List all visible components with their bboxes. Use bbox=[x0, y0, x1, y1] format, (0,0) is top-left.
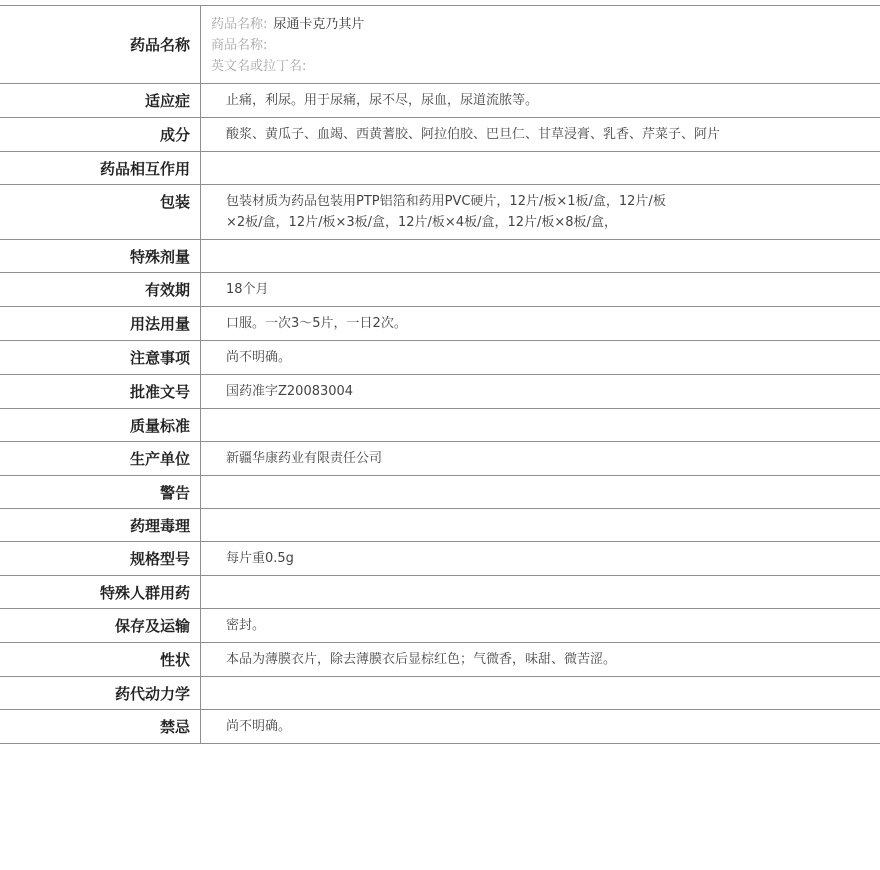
row-label-approval-number: 批准文号 bbox=[0, 375, 201, 408]
row-value-description: 本品为薄膜衣片，除去薄膜衣后显棕红色；气微香，味甜、微苦涩。 bbox=[226, 652, 617, 667]
row-approval-number bbox=[0, 375, 880, 409]
row-label-special-populations: 特殊人群用药 bbox=[0, 576, 201, 608]
drug-name-key: 药品名称: bbox=[211, 17, 268, 32]
row-value-pharmacokinetics bbox=[201, 677, 880, 709]
row-value-special-populations bbox=[201, 576, 880, 608]
row-value-warning bbox=[201, 476, 880, 508]
row-label-packaging: 包装 bbox=[0, 185, 201, 239]
row-value-ingredients: 酸浆、黄瓜子、血竭、西黄蓍胶、阿拉伯胶、巴旦仁、甘草浸膏、乳香、芹菜子、阿片 bbox=[226, 127, 721, 142]
row-label-specification: 规格型号 bbox=[0, 542, 201, 575]
row-contraindications bbox=[0, 710, 880, 744]
row-label-interactions: 药品相互作用 bbox=[0, 152, 201, 184]
row-value-special-dosage bbox=[201, 240, 880, 272]
row-value-storage: 密封。 bbox=[226, 618, 266, 633]
row-specification bbox=[0, 542, 880, 576]
row-special-populations bbox=[0, 576, 880, 609]
packaging-line-1: 包装材质为药品包装用PTP铝箔和药用PVC硬片，12片/板×1板/盒，12片/板 bbox=[226, 194, 666, 209]
row-label-storage: 保存及运输 bbox=[0, 609, 201, 642]
row-label-shelf-life: 有效期 bbox=[0, 273, 201, 306]
row-indications bbox=[0, 84, 880, 118]
row-label-pharmacokinetics: 药代动力学 bbox=[0, 677, 201, 709]
drug-name-value: 尿通卡克乃其片 bbox=[273, 17, 365, 32]
row-value-shelf-life: 18个月 bbox=[226, 282, 269, 297]
row-quality-standard bbox=[0, 409, 880, 442]
english-name-line bbox=[211, 56, 870, 77]
row-drug-name bbox=[0, 6, 880, 84]
packaging-line-2: ×2板/盒，12片/板×3板/盒，12片/板×4板/盒，12片/板×8板/盒， bbox=[226, 215, 617, 230]
row-label-manufacturer: 生产单位 bbox=[0, 442, 201, 475]
row-label-quality-standard: 质量标准 bbox=[0, 409, 201, 441]
row-label-special-dosage: 特殊剂量 bbox=[0, 240, 201, 272]
row-value-drug-name bbox=[201, 6, 880, 83]
row-label-drug-name: 药品名称 bbox=[0, 6, 201, 83]
row-value-pharmacology bbox=[201, 509, 880, 541]
row-description bbox=[0, 643, 880, 677]
drug-name-line bbox=[211, 14, 870, 35]
row-precautions bbox=[0, 341, 880, 375]
row-label-indications: 适应症 bbox=[0, 84, 201, 117]
row-warning bbox=[0, 476, 880, 509]
row-label-pharmacology: 药理毒理 bbox=[0, 509, 201, 541]
row-special-dosage bbox=[0, 240, 880, 273]
row-label-precautions: 注意事项 bbox=[0, 341, 201, 374]
drug-info-table bbox=[0, 5, 880, 744]
row-label-dosage: 用法用量 bbox=[0, 307, 201, 340]
row-value-specification: 每片重0.5g bbox=[226, 551, 294, 566]
row-value-contraindications: 尚不明确。 bbox=[226, 719, 292, 734]
trade-name-key: 商品名称: bbox=[211, 38, 268, 53]
row-ingredients bbox=[0, 118, 880, 152]
row-value-precautions: 尚不明确。 bbox=[226, 350, 292, 365]
row-label-warning: 警告 bbox=[0, 476, 201, 508]
row-value-packaging bbox=[201, 185, 880, 239]
row-dosage bbox=[0, 307, 880, 341]
row-value-approval-number: 国药准字Z20083004 bbox=[226, 384, 354, 399]
row-label-description: 性状 bbox=[0, 643, 201, 676]
row-storage bbox=[0, 609, 880, 643]
row-packaging bbox=[0, 185, 880, 240]
row-value-dosage: 口服。一次3～5片，一日2次。 bbox=[226, 316, 407, 331]
row-value-indications: 止痛，利尿。用于尿痛，尿不尽，尿血，尿道流脓等。 bbox=[226, 93, 539, 108]
row-label-ingredients: 成分 bbox=[0, 118, 201, 151]
trade-name-line bbox=[211, 35, 870, 56]
row-pharmacology bbox=[0, 509, 880, 542]
row-pharmacokinetics bbox=[0, 677, 880, 710]
row-label-contraindications: 禁忌 bbox=[0, 710, 201, 743]
row-value-quality-standard bbox=[201, 409, 880, 441]
row-value-interactions bbox=[201, 152, 880, 184]
english-name-key: 英文名或拉丁名: bbox=[211, 59, 307, 74]
row-interactions bbox=[0, 152, 880, 185]
row-value-manufacturer: 新疆华康药业有限责任公司 bbox=[226, 451, 383, 466]
row-manufacturer bbox=[0, 442, 880, 476]
row-shelf-life bbox=[0, 273, 880, 307]
